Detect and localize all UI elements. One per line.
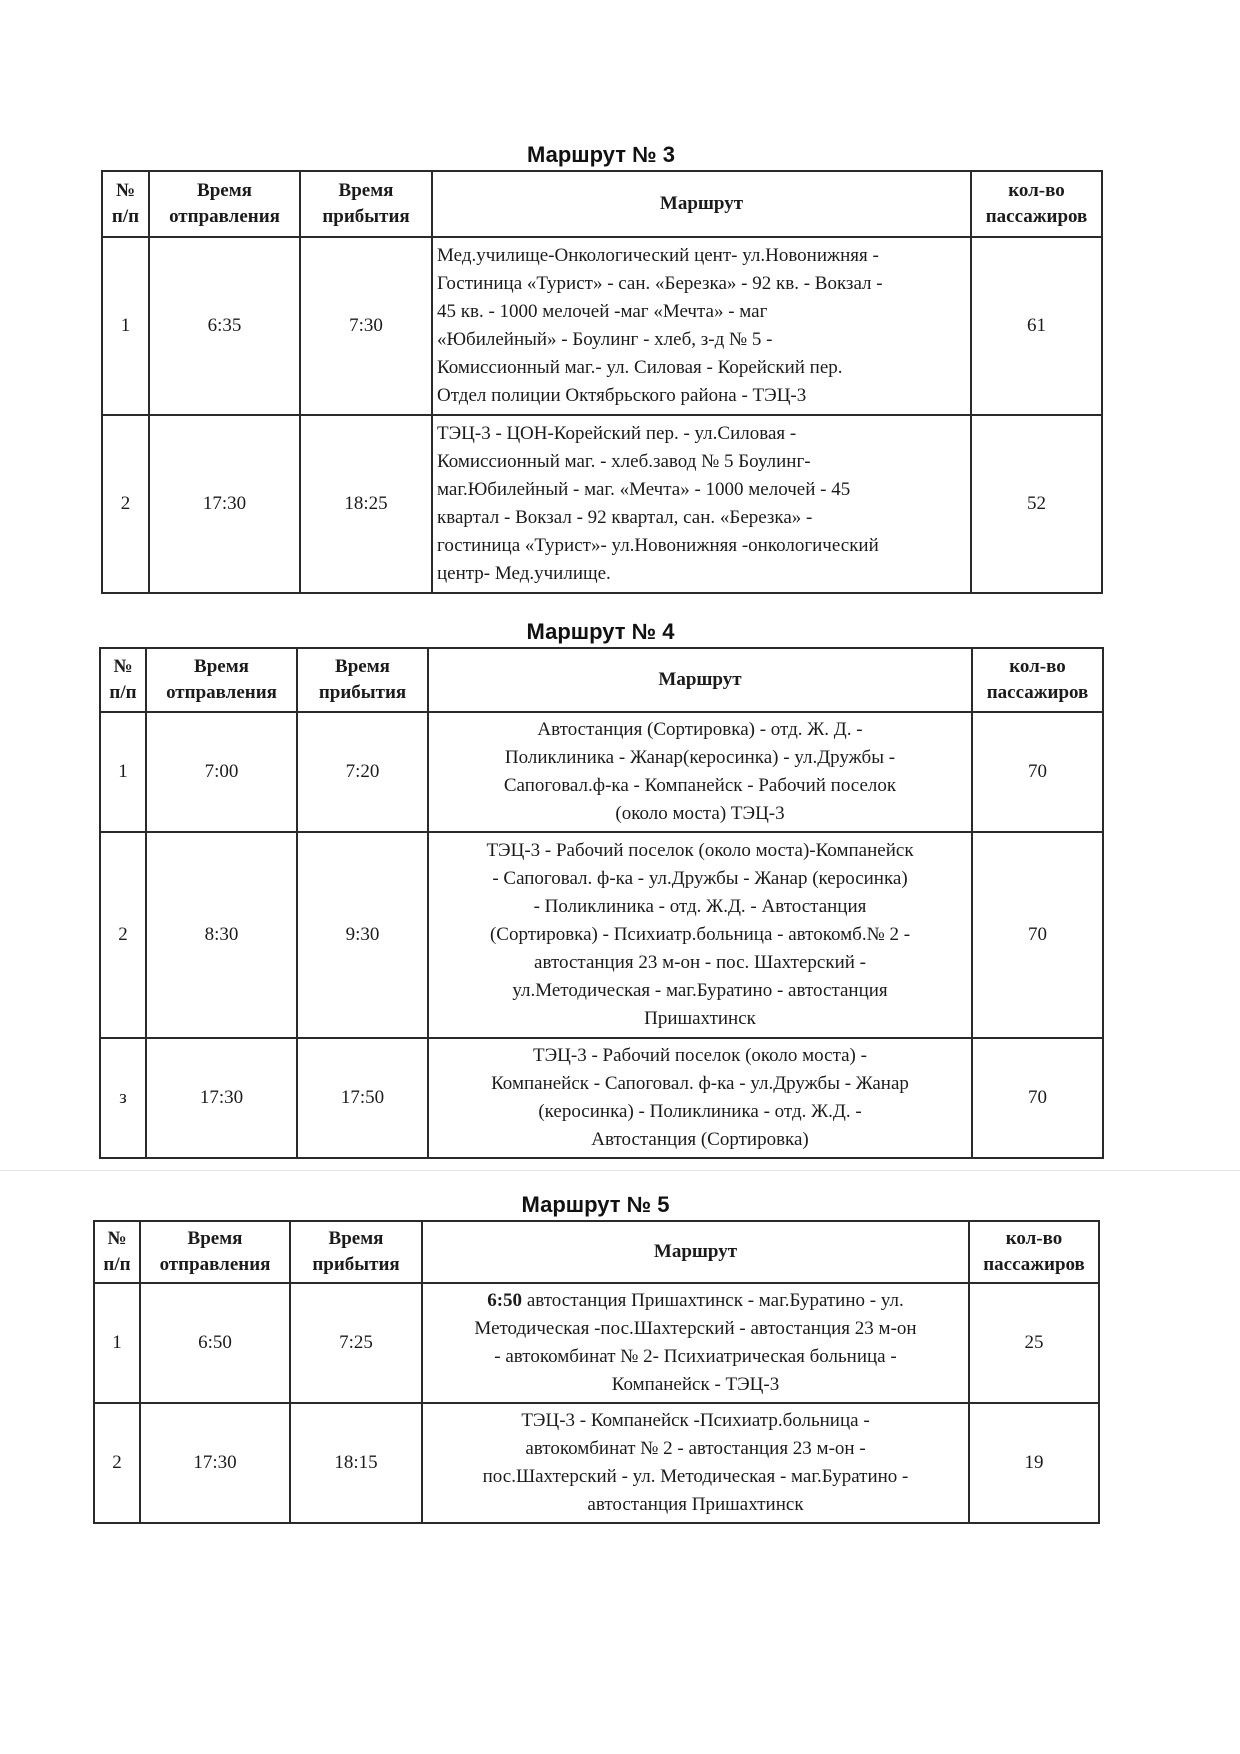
route-4-title: Маршрут № 4 [526, 619, 675, 644]
row-passengers: 70 [972, 832, 1103, 1038]
row-passengers: 61 [971, 237, 1102, 415]
route-4-table [99, 647, 1104, 1159]
row-depart: 17:30 [149, 415, 300, 593]
row-depart: 8:30 [146, 832, 297, 1038]
row-num: 2 [100, 832, 146, 1038]
route-5-table [93, 1220, 1100, 1524]
page-fold-line [0, 1170, 1240, 1171]
table-header-row [94, 1221, 1099, 1283]
table-row [102, 415, 1102, 593]
row-passengers: 52 [971, 415, 1102, 593]
table-row [100, 712, 1103, 832]
table-row [100, 832, 1103, 1038]
row-route: Автостанция (Сортировка) - отд. Ж. Д. - Поликлиника - Жанар(керосинка) - ул.Дружбы - Сапоговал.ф-ка - Компанейск - Рабочий поселок (около моста) ТЭЦ-3 [428, 712, 972, 832]
header-arrive: Время прибытия [290, 1221, 422, 1283]
row-depart: 17:30 [146, 1038, 297, 1158]
row-arrive: 7:20 [297, 712, 428, 832]
header-route: Маршрут [432, 171, 971, 237]
header-route: Маршрут [422, 1221, 969, 1283]
route-4-section [99, 617, 1102, 1172]
row-depart: 6:35 [149, 237, 300, 415]
header-passengers: кол-во пассажиров [969, 1221, 1099, 1283]
row-passengers: 19 [969, 1403, 1099, 1523]
route-start-time: 6:50 [487, 1290, 523, 1311]
row-route: ТЭЦ-3 - ЦОН-Корейский пер. - ул.Силовая - Комиссионный маг. - хлеб.завод № 5 Боулинг- маг.Юбилейный - маг. «Мечта» - 1000 мелочей - 45 квартал - Вокзал - 92 квартал, сан. «Березка» - гостиница «Турист»- ул.Новонижняя -онкологический центр- Мед.училище. [432, 415, 971, 593]
table-header-row [102, 171, 1102, 237]
row-passengers: 70 [972, 712, 1103, 832]
header-num: № п/п [102, 171, 149, 237]
row-num: 1 [94, 1283, 140, 1403]
header-route: Маршрут [428, 648, 972, 712]
row-route: ТЭЦ-3 - Рабочий поселок (около моста) - Компанейск - Сапоговал. ф-ка - ул.Дружбы - Жанар (керосинка) - Поликлиника - отд. Ж.Д. - Автостанция (Сортировка) [428, 1038, 972, 1158]
row-route: Мед.училище-Онкологический цент- ул.Новонижняя - Гостиница «Турист» - сан. «Березка» - 92 кв. - Вокзал - 45 кв. - 1000 мелочей -маг «Мечта» - маг «Юбилейный» - Боулинг - хлеб, з-д № 5 - Комиссионный маг.- ул. Силовая - Корейский пер. Отдел полиции Октябрьского района - ТЭЦ-3 [432, 237, 971, 415]
table-row [100, 1038, 1103, 1158]
row-route: ТЭЦ-3 - Компанейск -Психиатр.больница - автокомбинат № 2 - автостанция 23 м-он - пос.Шахтерский - ул. Методическая - маг.Буратино - автостанция Пришахтинск [422, 1403, 969, 1523]
row-arrive: 9:30 [297, 832, 428, 1038]
route-3-table [101, 170, 1103, 594]
row-route: 6:50 автостанция Пришахтинск - маг.Буратино - ул. Методическая -пос.Шахтерский - автостанция 23 м-он - автокомбинат № 2- Психиатрическая больница - Компанейск - ТЭЦ-3 [422, 1283, 969, 1403]
row-arrive: 7:25 [290, 1283, 422, 1403]
table-row [94, 1403, 1099, 1523]
table-row [102, 237, 1102, 415]
row-num: 2 [102, 415, 149, 593]
row-passengers: 25 [969, 1283, 1099, 1403]
row-num: 2 [94, 1403, 140, 1523]
row-num: 1 [100, 712, 146, 832]
route-5-section [93, 1190, 1098, 1535]
row-route: ТЭЦ-3 - Рабочий поселок (около моста)-Компанейск - Сапоговал. ф-ка - ул.Дружбы - Жанар (керосинка) - Поликлиника - отд. Ж.Д. - Автостанция (Сортировка) - Психиатр.больница - автокомб.№ 2 - автостанция 23 м-он - пос. Шахтерский - ул.Методическая - маг.Буратино - автостанция Пришахтинск [428, 832, 972, 1038]
row-num: 1 [102, 237, 149, 415]
row-arrive: 18:15 [290, 1403, 422, 1523]
table-row [94, 1283, 1099, 1403]
row-num: з [100, 1038, 146, 1158]
header-passengers: кол-во пассажиров [972, 648, 1103, 712]
row-arrive: 18:25 [300, 415, 432, 593]
header-num: № п/п [94, 1221, 140, 1283]
row-depart: 17:30 [140, 1403, 290, 1523]
row-depart: 6:50 [140, 1283, 290, 1403]
row-passengers: 70 [972, 1038, 1103, 1158]
header-arrive: Время прибытия [297, 648, 428, 712]
header-depart: Время отправления [149, 171, 300, 237]
route-5-title: Маршрут № 5 [521, 1192, 670, 1217]
header-depart: Время отправления [140, 1221, 290, 1283]
row-depart: 7:00 [146, 712, 297, 832]
table-header-row [100, 648, 1103, 712]
route-3-section [101, 140, 1101, 590]
row-arrive: 7:30 [300, 237, 432, 415]
route-3-title: Маршрут № 3 [526, 142, 676, 167]
header-arrive: Время прибытия [300, 171, 432, 237]
row-arrive: 17:50 [297, 1038, 428, 1158]
header-passengers: кол-во пассажиров [971, 171, 1102, 237]
header-num: № п/п [100, 648, 146, 712]
header-depart: Время отправления [146, 648, 297, 712]
